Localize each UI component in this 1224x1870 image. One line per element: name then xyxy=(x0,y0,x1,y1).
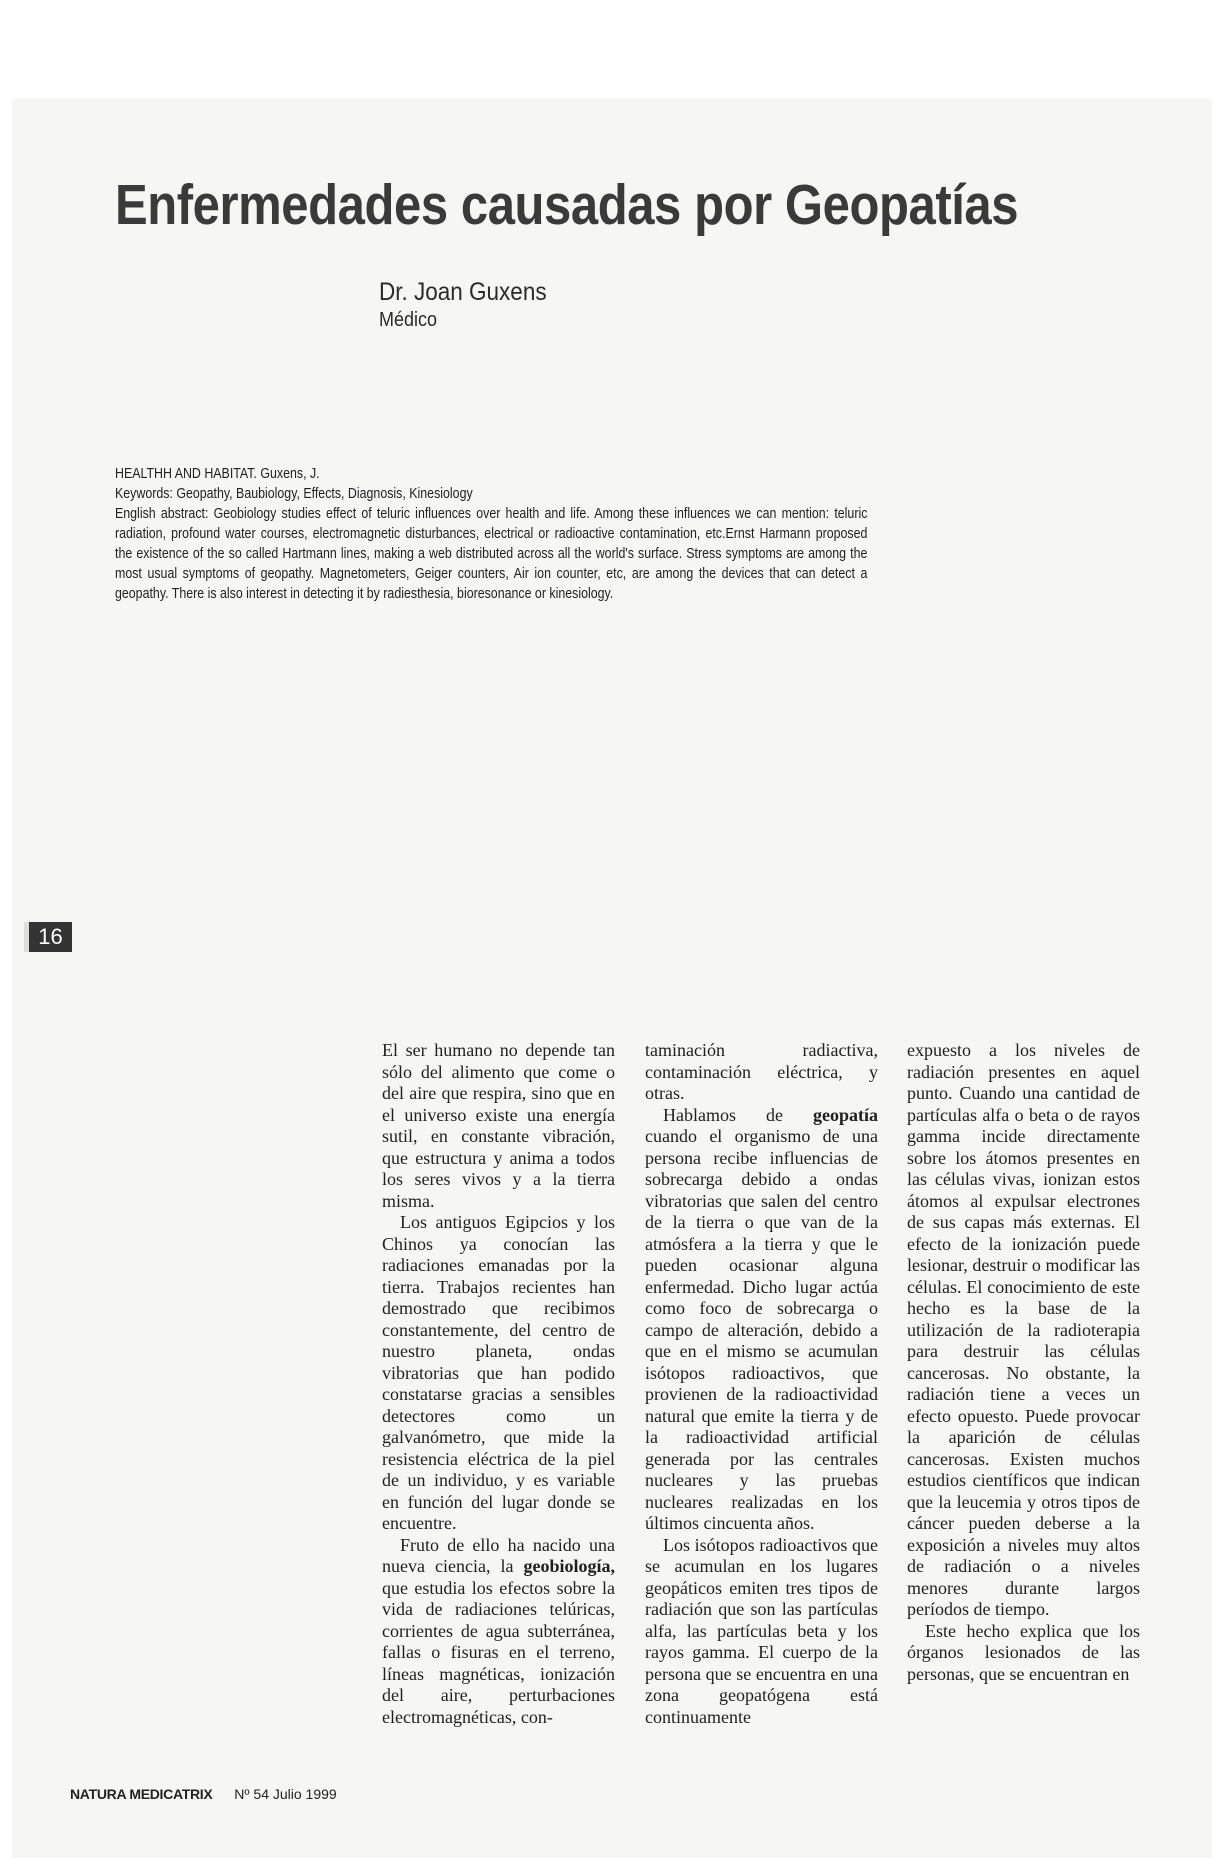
author-role: Médico xyxy=(379,309,438,331)
issue-info: Nº 54 Julio 1999 xyxy=(234,1786,337,1802)
paragraph: taminación radiactiva, contaminación eléctrica, y otras. xyxy=(645,1040,878,1103)
paragraph xyxy=(382,1535,615,1729)
bold-term: geobiología, xyxy=(523,1556,615,1576)
author-name: Dr. Joan Guxens xyxy=(379,278,547,306)
abstract-body: English abstract: Geobiology studies effect of teluric influences over health and life. Among these influences we can mention: teluric radiation, profound water courses, electromagnetic disturbances, electrical or radioactive contamination, etc.Ernst Harmann proposed the existence of the so called Hartmann lines, making a web distributed across all the world's surface. Stress symptoms are among the most usual symptoms of geopathy. Magnetometers, Geiger counters, Air ion counter, etc, are among the devices that can detect a geopathy. There is also interest in detecting it by radiesthesia, bioresonance or kinesiology. xyxy=(115,506,868,602)
page-footer xyxy=(70,1786,337,1802)
paragraph: El ser humano no depende tan sólo del alimento que come o del aire que respira, sino que en el universo existe una energía sutil, en constante vibración, que estructura y anima a todos los seres vivos y a la tierra misma. xyxy=(382,1040,615,1211)
paragraph: expuesto a los niveles de radiación presentes en aquel punto. Cuando una cantidad de partículas alfa o beta o de rayos gamma incide directamente sobre los átomos presentes en las células vivas, ionizan estos átomos al expulsar electrones de sus capas más externas. El efecto de la ionización puede lesionar, destruir o modificar las células. El conocimiento de este hecho es la base de la utilización de la radioterapia para destruir las células cancerosas. No obstante, la radiación tiene a veces un efecto opuesto. Puede provocar la aparición de células cancerosas. Existen muchos estudios científicos que indican que la leucemia y otros tipos de cáncer pueden deberse a la exposición a niveles muy altos de radiación o a niveles menores durante largos períodos de tiempo. xyxy=(907,1040,1140,1619)
text-span: que estudia los efectos sobre la vida de radiaciones telúricas, corrientes de agua subterránea, fallas o fisuras en el terreno, líneas magnéticas, ionización del aire, perturbaciones electromagnéticas, con- xyxy=(382,1577,615,1727)
abstract-heading: HEALTHH AND HABITAT. Guxens, J. xyxy=(115,466,320,482)
body-column-2 xyxy=(645,1040,878,1728)
text-span: Fruto de ello ha nacido una nueva ciencia, la xyxy=(382,1534,615,1576)
abstract-keywords: Keywords: Geopathy, Baubiology, Effects, Diagnosis, Kinesiology xyxy=(115,486,473,502)
body-column-1 xyxy=(382,1040,615,1728)
page-number: 16 xyxy=(24,922,72,952)
text-span: Hablamos de xyxy=(663,1104,813,1125)
paragraph: Los isótopos radioactivos que se acumulan en los lugares geopáticos emiten tres tipos de radiación que son las partículas alfa, las partículas beta y los rayos gamma. El cuerpo de la persona que se encuentra en una zona geopatógena está continuamente xyxy=(645,1534,878,1727)
paragraph: Este hecho explica que los órganos lesionados de las personas, que se encuentran en xyxy=(907,1620,1140,1684)
magazine-name: NATURA MEDICATRIX xyxy=(70,1786,213,1802)
body-column-3 xyxy=(907,1040,1140,1685)
article-title: Enfermedades causadas por Geopatías xyxy=(115,173,1019,237)
abstract-block xyxy=(115,464,867,604)
bold-term: geopatía xyxy=(813,1104,878,1125)
paragraph: Los antiguos Egipcios y los Chinos ya conocían las radiaciones emanadas por la tierra. Trabajos recientes han demostrado que recibimos constantemente, del centro de nuestro planeta, ondas vibratorias que han podido constatarse gracias a sensibles detectores como un galvanómetro, que mide la resistencia eléctrica de la piel de un individuo, y es variable en función del lugar donde se encuentre. xyxy=(382,1212,615,1533)
text-span: cuando el organismo de una persona recibe influencias de sobrecarga debido a ondas vibratorias que salen del centro de la tierra o que van de la atmósfera a la tierra y que le pueden ocasionar alguna enfermedad. Dicho lugar actúa como foco de sobrecarga o campo de alteración, debido a que en el mismo se acumulan isótopos radioactivos, que provienen de la radioactividad natural que emite la tierra y de la radioactividad artificial generada por las centrales nucleares y las pruebas nucleares realizadas en los últimos cincuenta años. xyxy=(645,1126,878,1533)
paragraph xyxy=(645,1105,878,1535)
